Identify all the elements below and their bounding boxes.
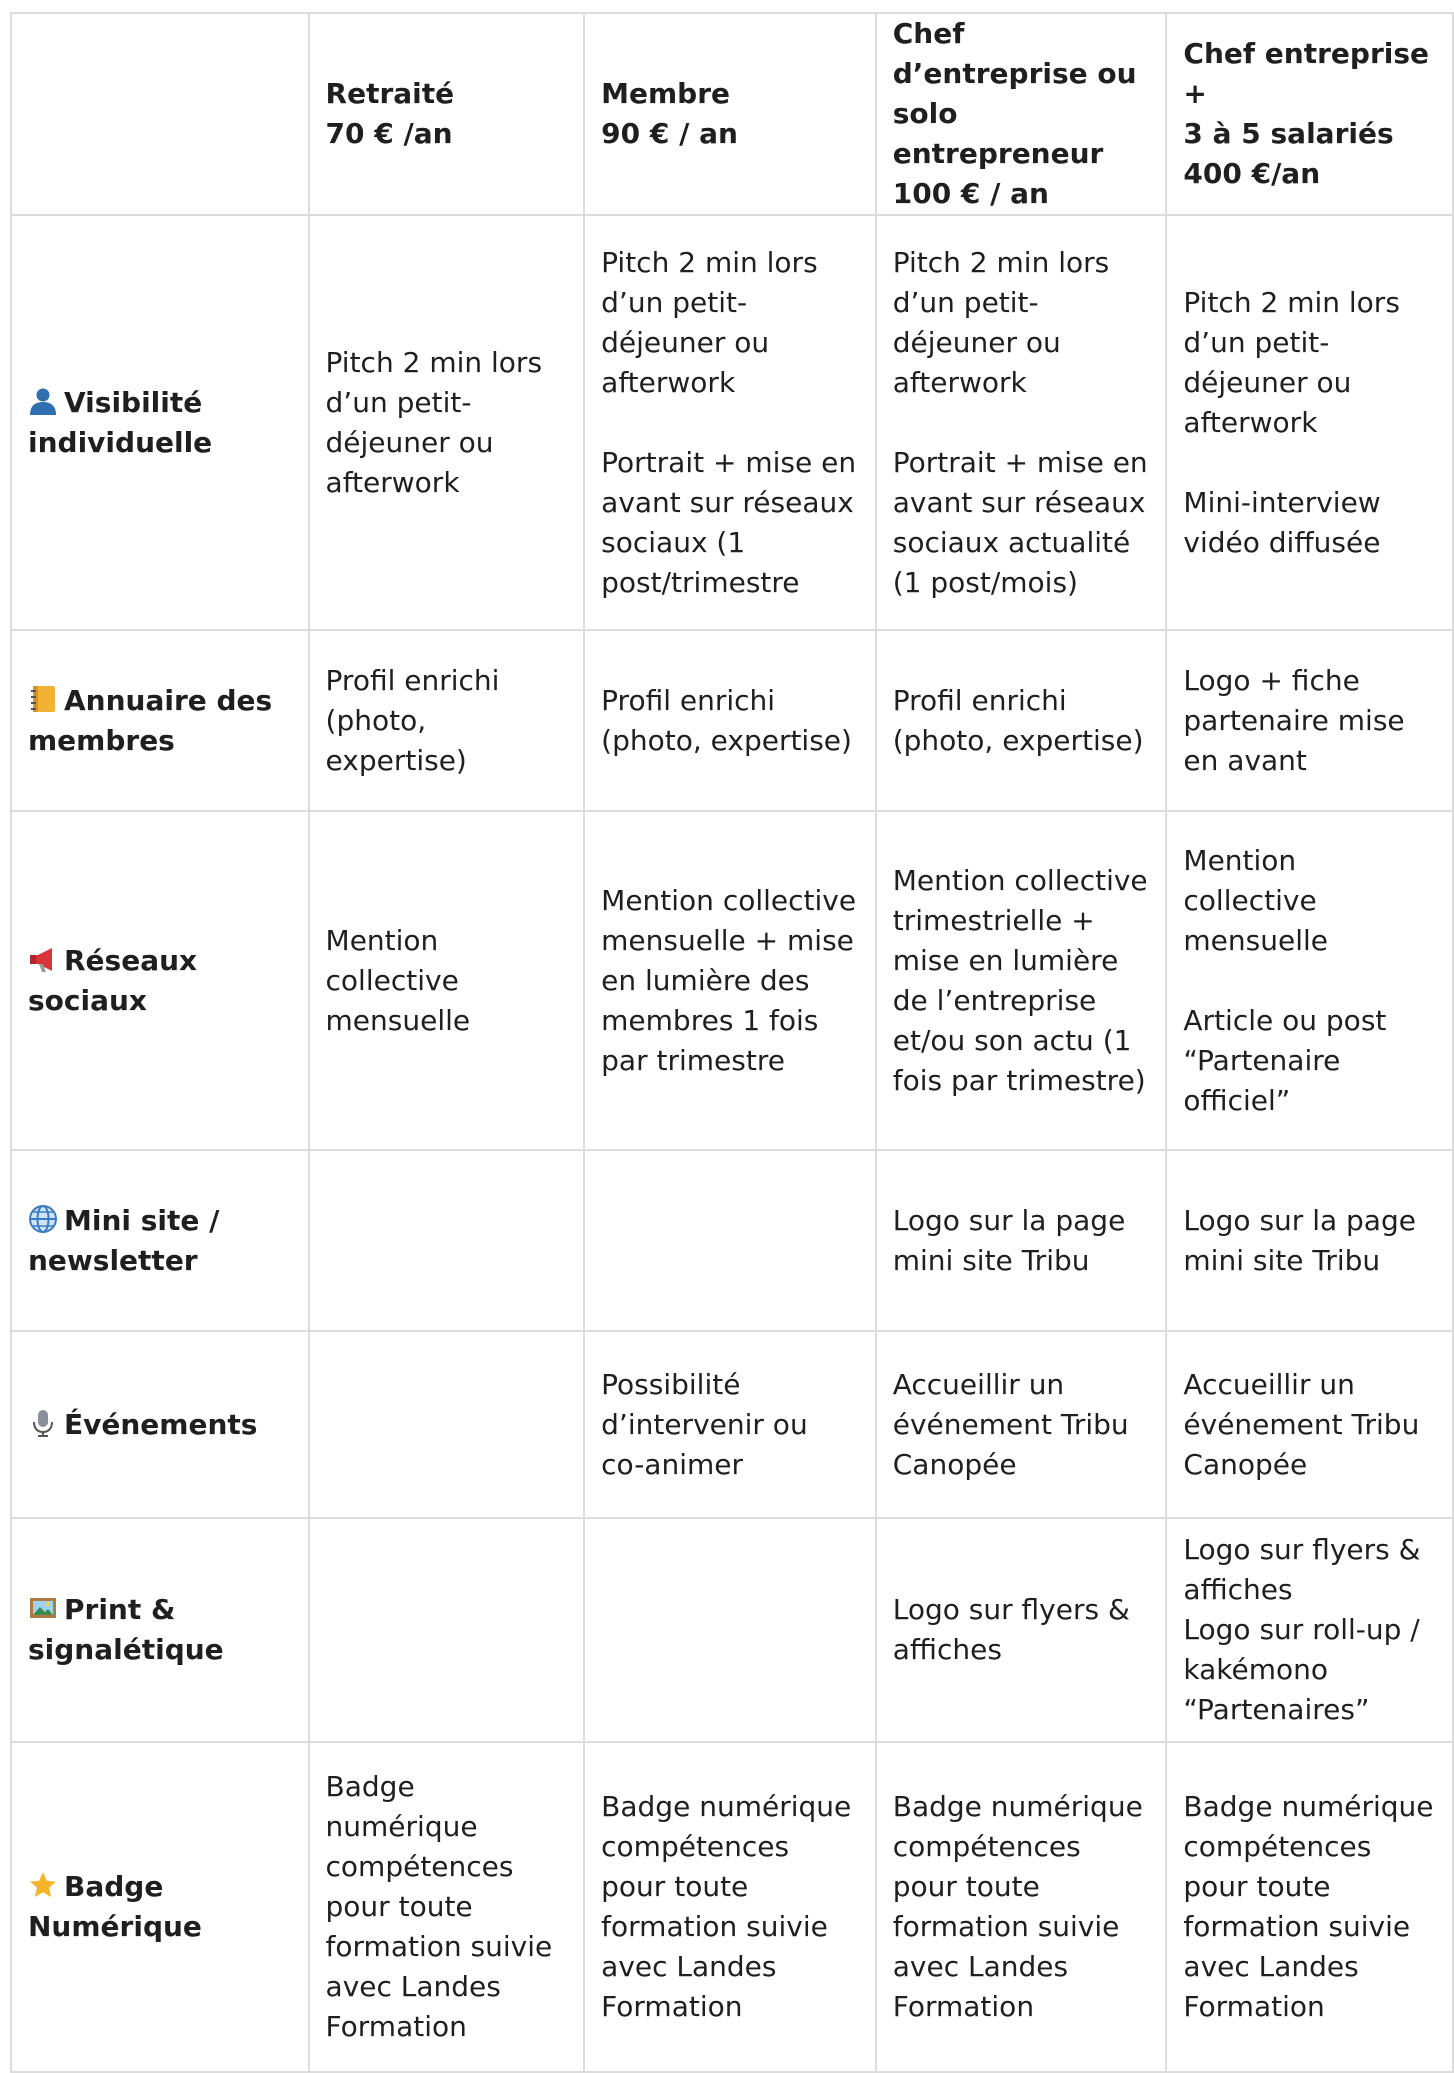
cell-print-membre: [584, 1518, 876, 1742]
globe-icon: [28, 1204, 58, 1234]
header-row: [11, 13, 1453, 215]
row-mini-site: [11, 1150, 1453, 1331]
cell-mini-site-membre: [584, 1150, 876, 1331]
cell-visibilite-membre: Pitch 2 min lors d’un petit-déjeuner ou afterwork Portrait + mise en avant sur réseaux sociaux (1 post/trimestre: [584, 215, 876, 630]
cell-annuaire-chef: Profil enrichi (photo, expertise): [876, 630, 1167, 811]
cell-annuaire-retraite: Profil enrichi (photo, expertise): [309, 630, 585, 811]
row-annuaire: [11, 630, 1453, 811]
cell-badge-chef-salaries: Badge numérique compétences pour toute formation suivie avec Landes Formation: [1166, 1742, 1453, 2072]
cell-reseaux-chef: Mention collective trimestrielle + mise en lumière de l’entreprise et/ou son actu (1 fois par trimestre): [876, 811, 1167, 1150]
row-label-mini-site: [11, 1150, 309, 1331]
row-label-badge: [11, 1742, 309, 2072]
row-label-text: Visibilité individuelle: [28, 385, 213, 459]
cell-mini-site-chef-salaries: Logo sur la page mini site Tribu: [1166, 1150, 1453, 1331]
row-badge: [11, 1742, 1453, 2072]
row-print: [11, 1518, 1453, 1742]
header-chef-entreprise: Chef d’entreprise ou solo entrepreneur 100 € / an: [876, 13, 1167, 215]
cell-visibilite-retraite: Pitch 2 min lors d’un petit-déjeuner ou afterwork: [309, 215, 585, 630]
offers-comparison-table: [10, 12, 1454, 2073]
cell-badge-chef: Badge numérique compétences pour toute formation suivie avec Landes Formation: [876, 1742, 1167, 2072]
row-evenements: [11, 1331, 1453, 1518]
cell-mini-site-retraite: [309, 1150, 585, 1331]
row-label-print: [11, 1518, 309, 1742]
bust-in-silhouette-icon: [28, 386, 58, 416]
cell-visibilite-chef: Pitch 2 min lors d’un petit-déjeuner ou afterwork Portrait + mise en avant sur réseaux sociaux actualité (1 post/mois): [876, 215, 1167, 630]
cell-print-chef-salaries: Logo sur flyers & affiches Logo sur roll-up / kakémono “Partenaires”: [1166, 1518, 1453, 1742]
row-reseaux: [11, 811, 1453, 1150]
cell-evenements-chef-salaries: Accueillir un événement Tribu Canopée: [1166, 1331, 1453, 1518]
row-label-text: Print & signalétique: [28, 1593, 224, 1666]
framed-picture-icon: [28, 1593, 58, 1623]
cell-annuaire-membre: Profil enrichi (photo, expertise): [584, 630, 876, 811]
row-visibilite: [11, 215, 1453, 630]
megaphone-icon: [28, 944, 58, 974]
cell-evenements-chef: Accueillir un événement Tribu Canopée: [876, 1331, 1167, 1518]
microphone-icon: [28, 1408, 58, 1438]
row-label-text: Mini site / newsletter: [28, 1203, 220, 1277]
cell-mini-site-chef: Logo sur la page mini site Tribu: [876, 1150, 1167, 1331]
cell-badge-membre: Badge numérique compétences pour toute formation suivie avec Landes Formation: [584, 1742, 876, 2072]
cell-reseaux-chef-salaries: Mention collective mensuelle Article ou post “Partenaire officiel”: [1166, 811, 1453, 1150]
row-label-text: Annuaire des membres: [28, 683, 273, 757]
cell-print-chef: Logo sur flyers & affiches: [876, 1518, 1167, 1742]
row-label-text: Réseaux sociaux: [28, 943, 198, 1017]
row-label-reseaux: [11, 811, 309, 1150]
cell-reseaux-retraite: Mention collective mensuelle: [309, 811, 585, 1150]
header-retraite: Retraité 70 € /an: [309, 13, 585, 215]
header-chef-entreprise-salaries: Chef entreprise + 3 à 5 salariés 400 €/an: [1166, 13, 1453, 215]
header-membre: Membre 90 € / an: [584, 13, 876, 215]
row-label-annuaire: [11, 630, 309, 811]
star-icon: [28, 1870, 58, 1900]
row-label-evenements: [11, 1331, 309, 1518]
cell-badge-retraite: Badge numérique compétences pour toute formation suivie avec Landes Formation: [309, 1742, 585, 2072]
notebook-icon: [28, 684, 58, 714]
row-label-visibilite: [11, 215, 309, 630]
cell-visibilite-chef-salaries: Pitch 2 min lors d’un petit-déjeuner ou afterwork Mini-interview vidéo diffusée: [1166, 215, 1453, 630]
row-label-text: Événements: [64, 1407, 258, 1441]
cell-print-retraite: [309, 1518, 585, 1742]
cell-evenements-retraite: [309, 1331, 585, 1518]
cell-annuaire-chef-salaries: Logo + fiche partenaire mise en avant: [1166, 630, 1453, 811]
cell-reseaux-membre: Mention collective mensuelle + mise en lumière des membres 1 fois par trimestre: [584, 811, 876, 1150]
corner-cell: [11, 13, 309, 215]
cell-evenements-membre: Possibilité d’intervenir ou co-animer: [584, 1331, 876, 1518]
row-label-text: Badge Numérique: [28, 1870, 202, 1943]
